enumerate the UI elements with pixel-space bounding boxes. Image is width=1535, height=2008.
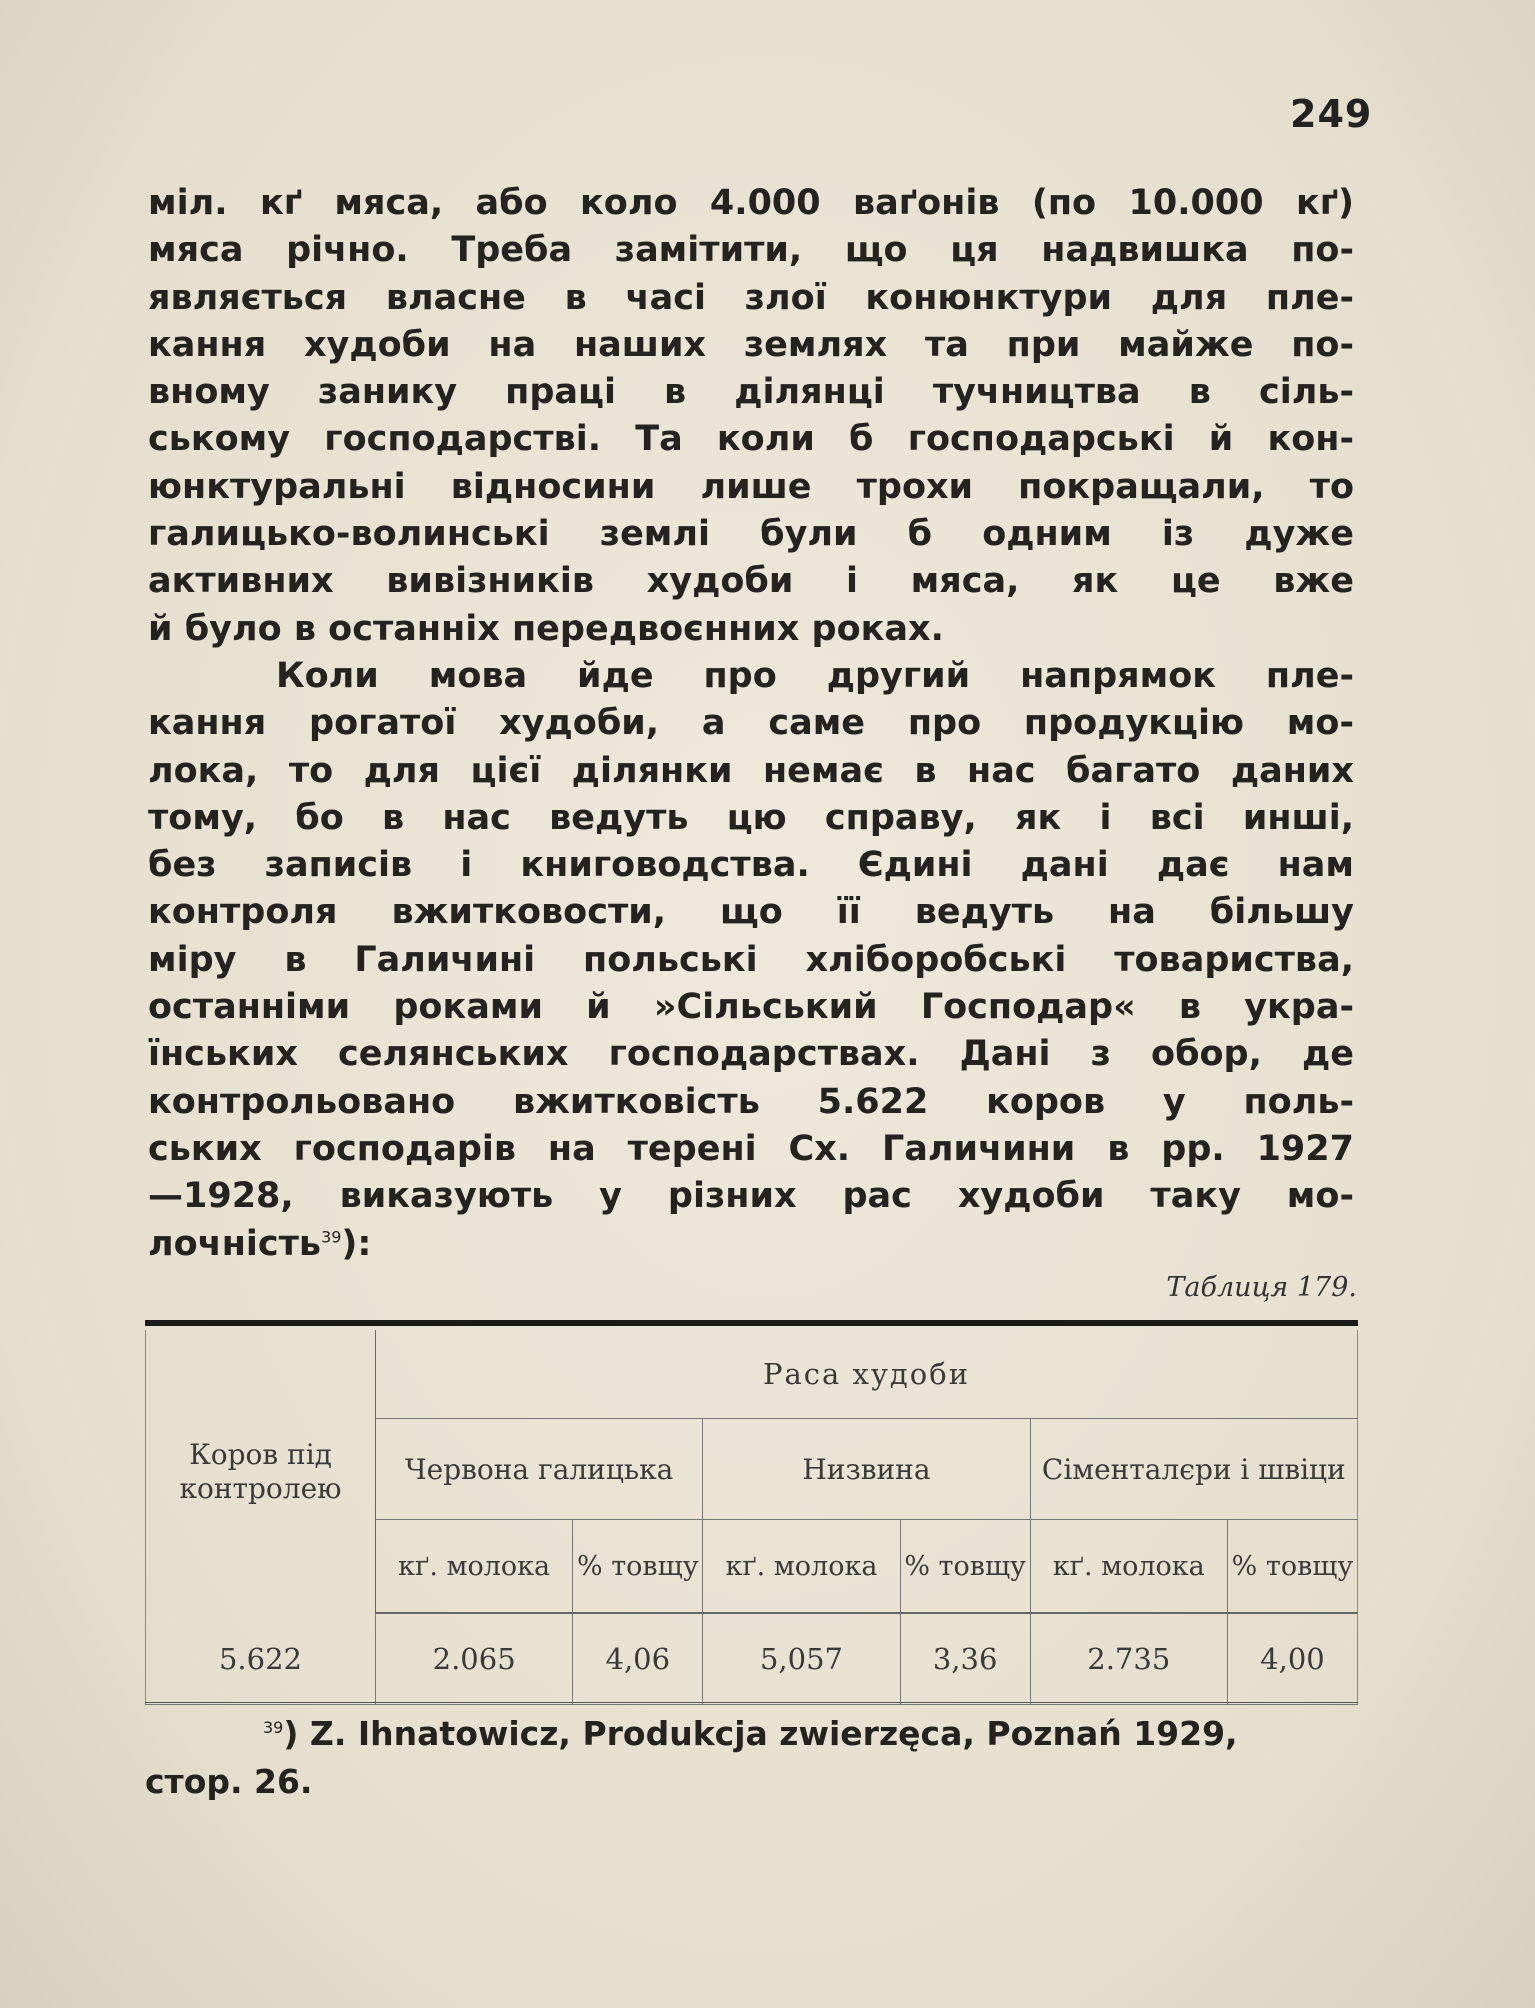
table-caption: Таблиця 179. xyxy=(1166,1272,1357,1303)
text-line: Коли мова йде про другий напрямок пле- xyxy=(276,655,1354,696)
text-line: —1928, виказують у різних рас худоби таку мо- xyxy=(148,1176,1354,1217)
cell-cows-count: 5.622 xyxy=(146,1613,376,1705)
text-line: мяса річно. Треба замітити, що ця надвишка по- xyxy=(148,230,1354,271)
text-line: ських господарів на терені Сх. Галичини в рр. 1927 xyxy=(148,1128,1354,1169)
footnote-marker: 39 xyxy=(263,1718,284,1737)
cell-fat-lowland: 3,36 xyxy=(900,1613,1030,1705)
header-unit-milk: кґ. молока xyxy=(1030,1520,1227,1614)
text-line: міл. кґ мяса, або коло 4.000 ваґонів (по 10.000 кґ) xyxy=(148,183,1354,223)
footnote xyxy=(145,1710,1358,1806)
header-breed-lowland: Низвина xyxy=(703,1419,1030,1520)
text-line: без записів і книговодства. Єдині дані дає нам xyxy=(148,845,1354,886)
footnote-text: ) Z. Ihnatowicz, Produkcja zwierzęca, Poznań 1929, xyxy=(283,1714,1238,1753)
text-line: активних вивізників худоби і мяса, як це вже xyxy=(148,561,1354,602)
text-line: й було в останніх передвоєнних роках. xyxy=(148,608,944,649)
header-breed-simmental-swiss: Сіменталєри і швіци xyxy=(1030,1419,1357,1520)
text-line: юнктуральні відносини лише трохи покращали, то xyxy=(148,466,1354,507)
header-cows-under-control: Коров під контролею xyxy=(146,1330,376,1613)
text-line: кання худоби на наших землях та при майже по- xyxy=(148,324,1354,365)
table-top-rule xyxy=(145,1320,1358,1326)
paragraph-2 xyxy=(148,653,1354,1268)
cell-fat-simmental: 4,00 xyxy=(1227,1613,1357,1705)
header-unit-milk: кґ. молока xyxy=(376,1520,573,1614)
text-line: міру в Галичині польські хліборобські товариства, xyxy=(148,939,1354,980)
cell-milk-red-galician: 2.065 xyxy=(376,1613,573,1705)
header-breed-red-galician: Червона галицька xyxy=(376,1419,703,1520)
header-cattle-race: Раса худоби xyxy=(376,1330,1358,1419)
text-line: тому, бо в нас ведуть цю справу, як і всі инші, xyxy=(148,797,1354,838)
text-line: останніми роками й »Сільський Господар« в укра- xyxy=(148,987,1354,1028)
header-unit-fat: % товщу xyxy=(573,1520,703,1614)
header-unit-fat: % товщу xyxy=(1227,1520,1357,1614)
cell-milk-lowland: 5,057 xyxy=(703,1613,900,1705)
body-text xyxy=(148,180,1354,1268)
text-line xyxy=(148,1221,1354,1268)
header-unit-fat: % товщу xyxy=(900,1520,1030,1614)
footnote-line: стор. 26. xyxy=(145,1762,313,1801)
paragraph-1 xyxy=(148,180,1354,653)
text-line: їнських селянських господарствах. Дані з обор, де xyxy=(148,1034,1354,1075)
text-line: галицько-волинські землі були б одним із дуже xyxy=(148,514,1354,555)
table-row xyxy=(146,1613,1358,1705)
data-table xyxy=(145,1330,1358,1705)
text-line: контроля вжитковости, що її ведуть на більшу xyxy=(148,892,1354,933)
text-line: контрольовано вжитковість 5.622 коров у поль- xyxy=(148,1081,1354,1122)
cell-milk-simmental: 2.735 xyxy=(1030,1613,1227,1705)
footnote-line xyxy=(145,1710,1358,1758)
text-line: ському господарстві. Та коли б господарські й кон- xyxy=(148,419,1354,460)
header-unit-milk: кґ. молока xyxy=(703,1520,900,1614)
page-number: 249 xyxy=(1290,92,1373,136)
milk-yield-table xyxy=(145,1320,1358,1705)
footnote-separator xyxy=(145,1702,1358,1703)
footnote-reference[interactable]: 39 xyxy=(321,1226,342,1246)
cell-fat-red-galician: 4,06 xyxy=(573,1613,703,1705)
text-fragment: лочність xyxy=(148,1223,322,1264)
text-line: вному занику праці в ділянці тучництва в сіль- xyxy=(148,372,1354,413)
text-line: являється власне в часі злої конюнктури для пле- xyxy=(148,277,1354,318)
text-fragment: ): xyxy=(341,1223,372,1264)
text-line: кання рогатої худоби, а саме про продукцію мо- xyxy=(148,703,1354,744)
text-line: лока, то для цієї ділянки немає в нас багато даних xyxy=(148,750,1354,791)
